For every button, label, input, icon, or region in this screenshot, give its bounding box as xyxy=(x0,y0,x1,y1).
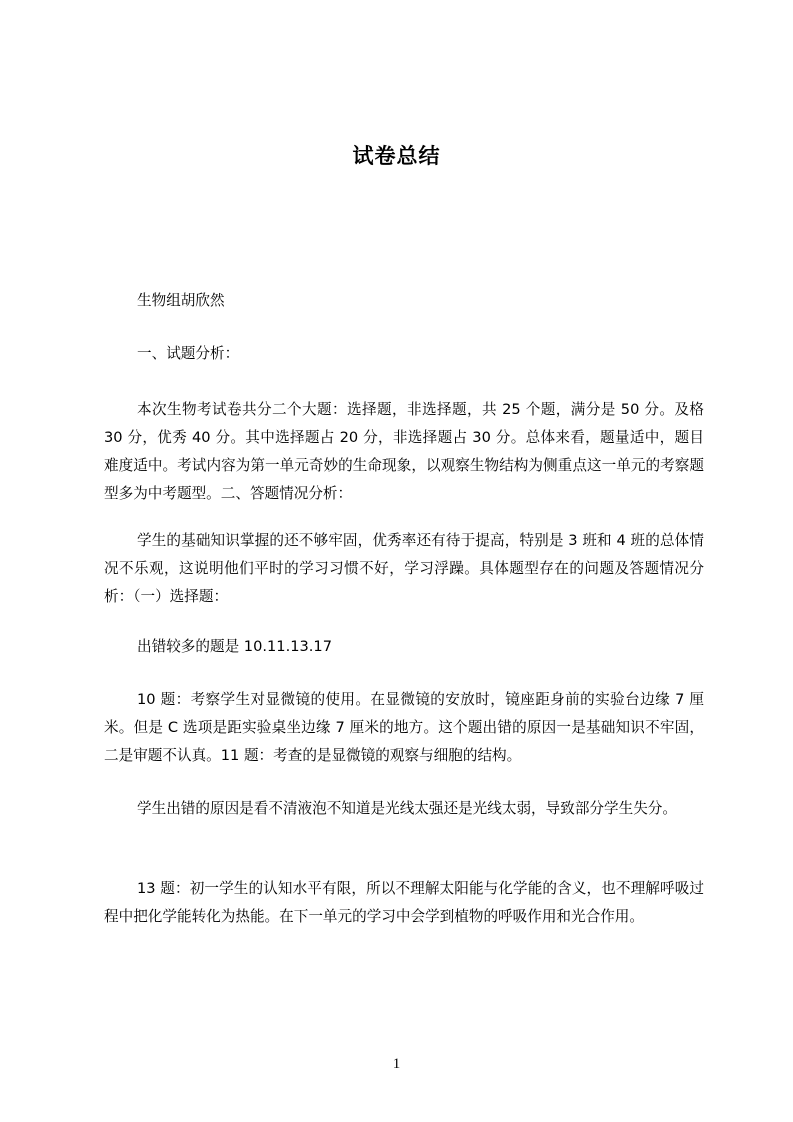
paragraph-exam-overview: 本次生物考试卷共分二个大题：选择题，非选择题，共 25 个题，满分是 50 分。及格 30 分，优秀 40 分。其中选择题占 20 分，非选择题占 30 分。总体来看，题量适中，题目难度适中。考试内容为第一单元奇妙的生命现象，以观察生物结构为侧重点这一单元的考察题型多为中考题型。二、答题情况分析： xyxy=(104,401,704,502)
paragraph-common-errors: 出错较多的题是 10.11.13.17 xyxy=(137,638,332,655)
section-heading-test-analysis: 一、试题分析： xyxy=(137,345,240,362)
page-number: 1 xyxy=(392,1056,401,1072)
paragraph-question-10-11: 10 题：考察学生对显微镜的使用。在显微镜的安放时，镜座距身前的实验台边缘 7 厘米。但是 C 选项是距实验桌坐边缘 7 厘米的地方。这个题出错的原因一是基础知识不牢固，二是审题不认真。11 题：考查的是显微镜的观察与细胞的结构。 xyxy=(104,691,704,764)
paragraph-question-13: 13 题：初一学生的认知水平有限，所以不理解太阳能与化学能的含义，也不理解呼吸过程中把化学能转化为热能。在下一单元的学习中会学到植物的呼吸作用和光合作用。 xyxy=(104,880,704,925)
document-title: 试卷总结 xyxy=(352,144,441,168)
paragraph-error-reason: 学生出错的原因是看不清液泡不知道是光线太强还是光线太弱，导致部分学生失分。 xyxy=(137,800,677,817)
paragraph-student-performance: 学生的基础知识掌握的还不够牢固，优秀率还有待于提高，特别是 3 班和 4 班的总体情况不乐观，这说明他们平时的学习习惯不好，学习浮躁。具体题型存在的问题及答题情况分析：（一）选择题： xyxy=(104,532,704,605)
author-line: 生物组胡欣然 xyxy=(137,292,225,309)
